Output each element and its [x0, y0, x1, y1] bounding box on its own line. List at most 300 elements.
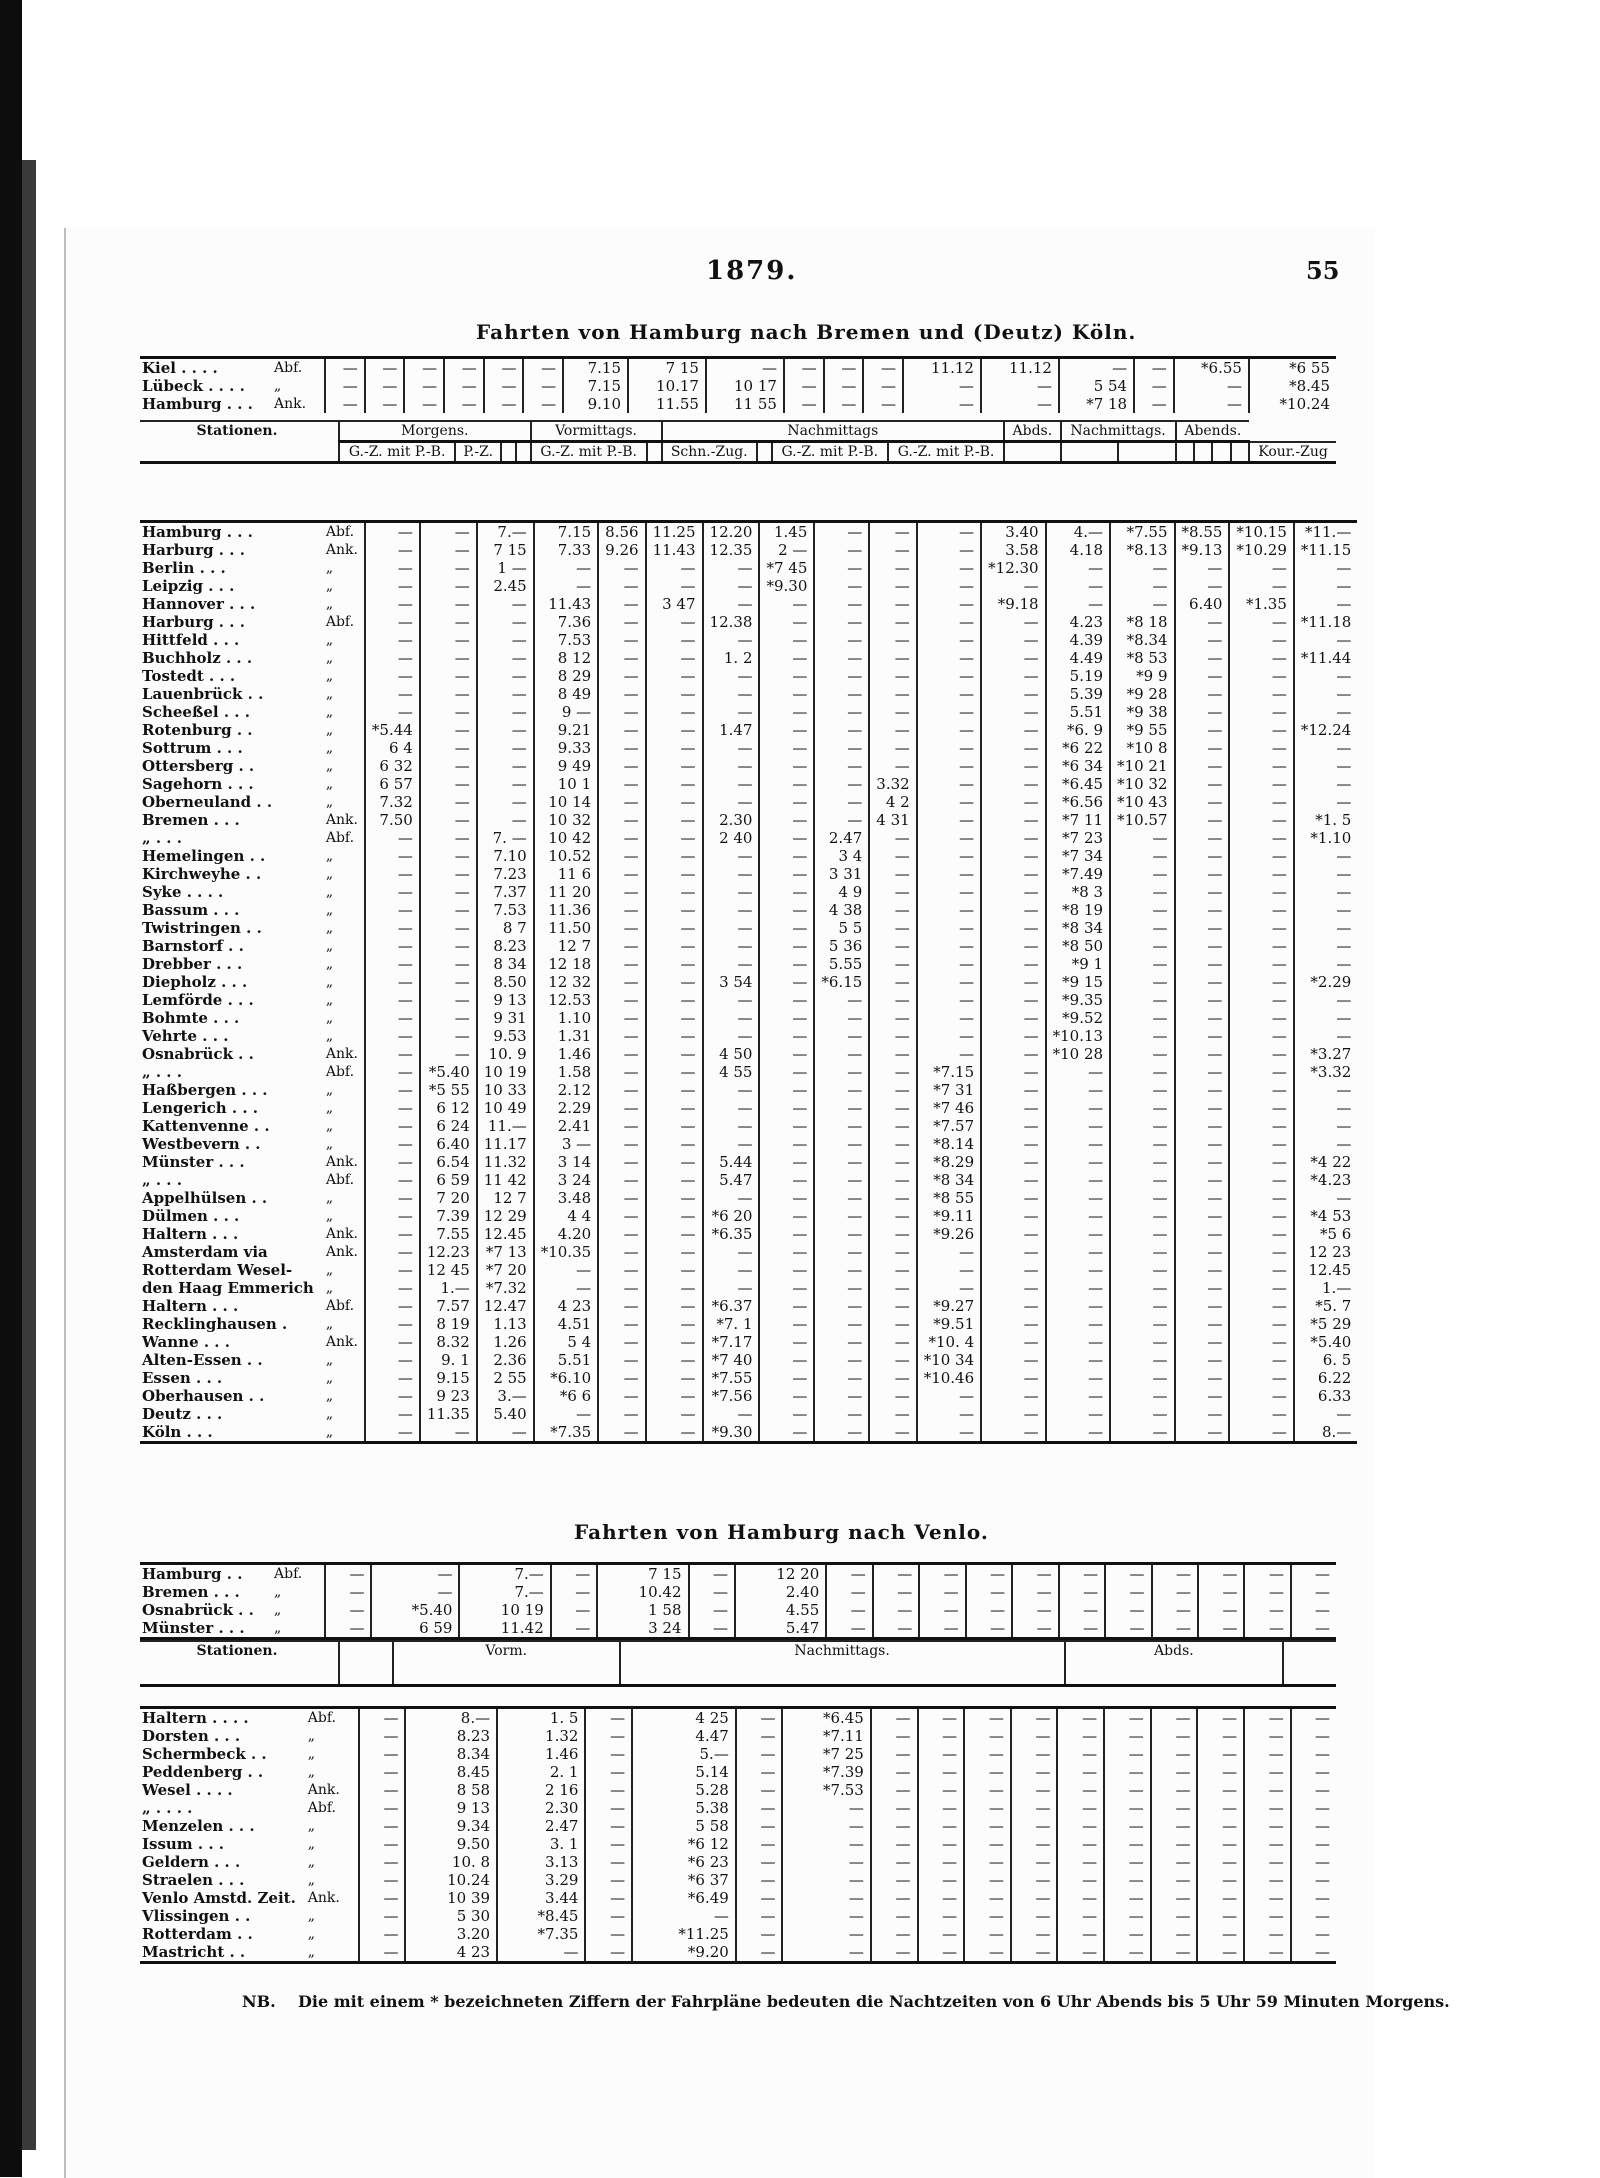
time-cell: —	[869, 1099, 916, 1117]
time-cell: —	[585, 1727, 632, 1745]
time-cell: —	[1046, 1225, 1110, 1243]
time-cell: —	[1229, 973, 1293, 991]
time-cell: *2.29	[1294, 973, 1357, 991]
arrival-departure-mark: „	[325, 938, 334, 954]
time-cell: *7 11	[1046, 811, 1110, 829]
time-cell: *7.15	[917, 1063, 981, 1081]
time-cell: 3 24	[597, 1619, 688, 1639]
time-cell: —	[917, 991, 981, 1009]
time-cell: 4.23	[1046, 613, 1110, 631]
time-cell: —	[598, 883, 645, 901]
time-cell: —	[1175, 1405, 1230, 1423]
time-cell: 1. 5	[497, 1708, 585, 1728]
time-cell: 2 40	[703, 829, 760, 847]
arrival-departure-mark: „	[307, 1818, 316, 1834]
time-cell: —	[869, 577, 916, 595]
time-cell: —	[1011, 1943, 1058, 1963]
time-cell: —	[1175, 1315, 1230, 1333]
time-cell: —	[759, 793, 814, 811]
time-cell: —	[420, 973, 477, 991]
time-cell: —	[759, 667, 814, 685]
time-cell: —	[1229, 1297, 1293, 1315]
time-cell: 2.45	[477, 577, 534, 595]
time-cell: —	[1011, 1727, 1058, 1745]
time-cell: *7 13	[477, 1243, 534, 1261]
time-cell: —	[1291, 1925, 1336, 1943]
time-cell: *8.45	[1249, 377, 1336, 395]
station-name: Mastricht . .	[140, 1943, 302, 1963]
time-cell: —	[759, 775, 814, 793]
time-cell: —	[814, 1351, 869, 1369]
time-cell: 7.57	[420, 1297, 477, 1315]
time-cell: *8 50	[1046, 937, 1110, 955]
table-row	[140, 847, 1357, 865]
time-cell: —	[814, 522, 869, 542]
time-cell: —	[782, 1853, 870, 1871]
time-cell: —	[871, 1799, 918, 1817]
time-cell: —	[703, 901, 760, 919]
table-row	[140, 811, 1357, 829]
time-cell: —	[420, 991, 477, 1009]
time-cell: —	[981, 793, 1045, 811]
time-cell: —	[646, 1243, 703, 1261]
time-cell: —	[1291, 1619, 1336, 1639]
time-cell: —	[365, 685, 420, 703]
time-cell: —	[814, 685, 869, 703]
time-cell: —	[981, 919, 1045, 937]
table-row	[140, 1781, 1336, 1799]
time-cell: —	[873, 1619, 919, 1639]
time-cell: 11 20	[534, 883, 598, 901]
station-name: Sottrum . . .	[142, 739, 243, 757]
time-cell: —	[826, 1564, 872, 1584]
time-cell: —	[814, 1315, 869, 1333]
column-subheader	[1231, 442, 1249, 463]
time-cell: —	[1229, 1405, 1293, 1423]
time-cell: —	[869, 1369, 916, 1387]
time-cell: —	[964, 1727, 1011, 1745]
time-cell: —	[1291, 1583, 1336, 1601]
time-cell: —	[1229, 1351, 1293, 1369]
arrival-departure-mark: „	[325, 1262, 334, 1278]
time-cell: —	[646, 1063, 703, 1081]
time-cell: 10 1	[534, 775, 598, 793]
time-cell: —	[869, 1423, 916, 1443]
time-cell: —	[703, 1081, 760, 1099]
time-cell: —	[759, 829, 814, 847]
time-cell: —	[759, 1225, 814, 1243]
time-cell: —	[1110, 991, 1174, 1009]
time-cell: —	[981, 847, 1045, 865]
station-name: Hamburg . .	[140, 1564, 268, 1584]
time-cell: —	[964, 1817, 1011, 1835]
time-cell: —	[1012, 1583, 1058, 1601]
station-name: Geldern . . .	[142, 1853, 241, 1871]
time-cell: 12 7	[534, 937, 598, 955]
arrival-departure-mark: „	[325, 1316, 334, 1332]
time-cell: —	[1175, 1189, 1230, 1207]
arrival-departure-mark: „	[325, 1118, 334, 1134]
time-cell: *7 45	[759, 559, 814, 577]
time-cell: —	[598, 649, 645, 667]
time-cell: —	[1175, 1009, 1230, 1027]
arrival-departure-mark: „	[325, 740, 334, 756]
time-cell: —	[1229, 901, 1293, 919]
time-cell: —	[646, 721, 703, 739]
time-cell: 4.47	[632, 1727, 736, 1745]
station-name: Deutz . . .	[142, 1405, 223, 1423]
time-cell: 12.38	[703, 613, 760, 631]
table-row	[140, 522, 1357, 542]
time-cell: *9.27	[917, 1297, 981, 1315]
time-cell: 9 49	[534, 757, 598, 775]
time-cell: —	[598, 631, 645, 649]
time-cell: —	[814, 721, 869, 739]
time-cell: —	[814, 991, 869, 1009]
time-cell: —	[1229, 1189, 1293, 1207]
time-cell: 11.55	[628, 395, 706, 413]
time-cell: *12.30	[981, 559, 1045, 577]
time-cell: —	[759, 595, 814, 613]
time-cell: —	[646, 1333, 703, 1351]
time-cell: 4.20	[534, 1225, 598, 1243]
time-cell: —	[981, 649, 1045, 667]
time-cell: —	[1151, 1871, 1198, 1889]
time-cell: —	[869, 1405, 916, 1423]
time-cell: —	[1046, 1081, 1110, 1099]
time-cell: *6 22	[1046, 739, 1110, 757]
time-cell: 8 19	[420, 1315, 477, 1333]
time-cell: 4.18	[1046, 541, 1110, 559]
time-cell: —	[1197, 1853, 1244, 1871]
time-cell: —	[1151, 1745, 1198, 1763]
time-cell: 7.36	[534, 613, 598, 631]
time-cell: —	[869, 1243, 916, 1261]
time-cell: 3 31	[814, 865, 869, 883]
time-cell: —	[365, 577, 420, 595]
time-cell: —	[1244, 1889, 1291, 1907]
time-cell: —	[1110, 1243, 1174, 1261]
time-cell: —	[1104, 1871, 1151, 1889]
time-cell: 5.—	[632, 1745, 736, 1763]
time-cell: *6 20	[703, 1207, 760, 1225]
time-cell: 9 31	[477, 1009, 534, 1027]
time-cell: —	[917, 811, 981, 829]
time-cell: —	[585, 1871, 632, 1889]
time-cell: —	[759, 631, 814, 649]
time-cell: —	[1110, 1099, 1174, 1117]
time-cell: *8 53	[1110, 649, 1174, 667]
table-row	[140, 649, 1357, 667]
time-cell: *6 23	[632, 1853, 736, 1871]
table-row	[140, 1423, 1357, 1443]
time-cell: —	[1151, 1817, 1198, 1835]
time-cell: —	[598, 901, 645, 919]
station-name: Hamburg . . .	[142, 395, 253, 413]
time-cell: —	[477, 757, 534, 775]
time-cell: —	[1057, 1799, 1104, 1817]
time-cell: —	[1105, 1564, 1151, 1584]
time-cell: 5.51	[1046, 703, 1110, 721]
time-cell: 5.44	[703, 1153, 760, 1171]
time-cell: —	[814, 1027, 869, 1045]
time-cell: *8.34	[1110, 631, 1174, 649]
time-cell: —	[964, 1745, 1011, 1763]
time-cell: 2 55	[477, 1369, 534, 1387]
table-row	[140, 1297, 1357, 1315]
table-row	[140, 1925, 1336, 1943]
time-cell: —	[1110, 1369, 1174, 1387]
time-cell: 9 13	[477, 991, 534, 1009]
time-cell: —	[1011, 1745, 1058, 1763]
time-cell: *9.11	[917, 1207, 981, 1225]
time-cell: —	[477, 667, 534, 685]
time-cell: —	[1104, 1781, 1151, 1799]
time-cell: —	[585, 1889, 632, 1907]
time-cell: —	[598, 1279, 645, 1297]
time-cell: 6 57	[365, 775, 420, 793]
time-cell: —	[365, 1117, 420, 1135]
time-cell: —	[1229, 991, 1293, 1009]
time-cell: —	[782, 1943, 870, 1963]
time-cell: —	[365, 1333, 420, 1351]
time-cell: —	[703, 577, 760, 595]
station-name: Vehrte . . .	[142, 1027, 229, 1045]
table-row	[140, 395, 1336, 413]
time-cell: *9 9	[1110, 667, 1174, 685]
time-cell: —	[918, 1727, 965, 1745]
time-cell: —	[585, 1781, 632, 1799]
time-cell: 8 12	[534, 649, 598, 667]
time-cell: —	[759, 1351, 814, 1369]
time-cell: —	[782, 1889, 870, 1907]
time-cell: —	[917, 595, 981, 613]
footnote-nb: NB.	[242, 1992, 276, 2011]
time-cell: 11.12	[903, 358, 981, 378]
time-cell: —	[484, 377, 524, 395]
time-cell: —	[646, 1171, 703, 1189]
arrival-departure-mark: „	[325, 1100, 334, 1116]
time-cell: —	[1110, 973, 1174, 991]
station-name: Berlin . . .	[142, 559, 226, 577]
time-cell: —	[1104, 1907, 1151, 1925]
time-cell: —	[646, 1297, 703, 1315]
time-cell: —	[917, 919, 981, 937]
table-row	[140, 1261, 1357, 1279]
time-cell: 11.25	[646, 522, 703, 542]
time-cell: 6. 5	[1294, 1351, 1357, 1369]
time-cell: —	[1175, 1387, 1230, 1405]
arrival-departure-mark: Abf.	[325, 830, 355, 846]
time-cell: —	[1229, 775, 1293, 793]
station-name: Peddenberg . .	[142, 1763, 264, 1781]
time-cell: —	[981, 631, 1045, 649]
time-cell: —	[814, 793, 869, 811]
time-cell: *10 8	[1110, 739, 1174, 757]
time-cell: —	[1175, 775, 1230, 793]
time-cell: —	[981, 1369, 1045, 1387]
time-cell: —	[1152, 1564, 1198, 1584]
time-cell: —	[703, 559, 760, 577]
time-cell: —	[365, 703, 420, 721]
time-cell: —	[918, 1708, 965, 1728]
time-cell: —	[598, 775, 645, 793]
time-cell: —	[1104, 1708, 1151, 1728]
time-cell: —	[1152, 1583, 1198, 1601]
time-cell: —	[964, 1763, 1011, 1781]
time-cell: 5.40	[477, 1405, 534, 1423]
time-cell: —	[359, 1727, 406, 1745]
arrival-departure-mark: „	[325, 974, 334, 990]
station-name: Ottersberg . .	[142, 757, 255, 775]
time-cell: —	[871, 1853, 918, 1871]
section2-timetable	[140, 1706, 1336, 1964]
time-cell: —	[646, 631, 703, 649]
time-cell: —	[365, 1063, 420, 1081]
column-subheader: G.-Z. mit P.-B.	[888, 442, 1004, 463]
time-cell: —	[477, 721, 534, 739]
time-cell: —	[1152, 1601, 1198, 1619]
time-cell: —	[1046, 1153, 1110, 1171]
time-cell: 7.—	[477, 522, 534, 542]
time-cell: —	[1244, 1745, 1291, 1763]
time-cell: —	[814, 1099, 869, 1117]
column-subheader: G.-Z. mit P.-B.	[531, 442, 647, 463]
time-cell: —	[646, 757, 703, 775]
time-cell: —	[646, 1369, 703, 1387]
table-row	[140, 1727, 1336, 1745]
time-cell: —	[759, 1063, 814, 1081]
time-cell: —	[365, 919, 420, 937]
time-cell: —	[981, 1171, 1045, 1189]
arrival-departure-mark: „	[325, 632, 334, 648]
time-cell: —	[759, 1261, 814, 1279]
time-cell: 9.10	[563, 395, 628, 413]
arrival-departure-mark: „	[320, 1423, 365, 1443]
time-cell: —	[981, 395, 1059, 413]
time-cell: 3.20	[405, 1925, 497, 1943]
time-cell: —	[1046, 1315, 1110, 1333]
time-cell: 2.30	[497, 1799, 585, 1817]
time-cell: —	[1011, 1853, 1058, 1871]
time-cell: —	[1046, 577, 1110, 595]
time-cell: —	[869, 901, 916, 919]
time-cell: 1 58	[597, 1601, 688, 1619]
time-cell: —	[1046, 1279, 1110, 1297]
station-name: Issum . . .	[142, 1835, 225, 1853]
time-cell: *7 20	[477, 1261, 534, 1279]
time-cell: 8.45	[405, 1763, 497, 1781]
time-cell: —	[646, 1099, 703, 1117]
time-cell: *10.46	[917, 1369, 981, 1387]
time-cell: —	[598, 1099, 645, 1117]
table-row	[140, 775, 1357, 793]
time-cell: —	[523, 358, 563, 378]
time-cell: —	[981, 1063, 1045, 1081]
time-cell: —	[585, 1817, 632, 1835]
time-cell: —	[703, 703, 760, 721]
time-cell: —	[826, 1601, 872, 1619]
time-cell: —	[1244, 1925, 1291, 1943]
time-cell: —	[1229, 703, 1293, 721]
station-name: Westbevern . .	[142, 1135, 261, 1153]
time-cell: —	[1175, 937, 1230, 955]
time-cell: —	[814, 541, 869, 559]
time-cell: —	[759, 865, 814, 883]
time-cell: —	[359, 1943, 406, 1963]
time-cell: —	[325, 1583, 371, 1601]
time-cell: —	[444, 377, 484, 395]
time-cell: 9 —	[534, 703, 598, 721]
time-cell: —	[598, 559, 645, 577]
time-cell: —	[1059, 1583, 1105, 1601]
time-cell: —	[782, 1871, 870, 1889]
time-cell: *9.13	[1175, 541, 1230, 559]
time-cell: —	[598, 1225, 645, 1243]
time-cell: —	[981, 577, 1045, 595]
time-cell: *7 23	[1046, 829, 1110, 847]
time-cell: —	[1175, 1135, 1230, 1153]
station-name: Scheeßel . . .	[142, 703, 250, 721]
time-cell: —	[917, 559, 981, 577]
time-cell: —	[1046, 559, 1110, 577]
time-cell: —	[1229, 1027, 1293, 1045]
time-cell: —	[869, 847, 916, 865]
time-cell: —	[420, 883, 477, 901]
time-cell: —	[981, 901, 1045, 919]
time-cell: *4 22	[1294, 1153, 1357, 1171]
time-cell: —	[646, 811, 703, 829]
time-cell: —	[646, 1279, 703, 1297]
time-cell: —	[1110, 1135, 1174, 1153]
time-cell: —	[1134, 358, 1174, 378]
time-cell: 7.53	[477, 901, 534, 919]
table-row	[140, 1351, 1357, 1369]
time-cell: —	[420, 901, 477, 919]
time-cell: —	[1175, 811, 1230, 829]
time-cell: —	[359, 1817, 406, 1835]
table-row	[140, 991, 1357, 1009]
time-cell: —	[420, 847, 477, 865]
arrival-departure-mark: „	[325, 1082, 334, 1098]
time-cell: 12 20	[735, 1564, 826, 1584]
station-name: Drebber . . .	[142, 955, 243, 973]
time-cell: —	[869, 1117, 916, 1135]
time-cell: —	[917, 721, 981, 739]
time-cell: 4.39	[1046, 631, 1110, 649]
time-cell: 3 47	[646, 595, 703, 613]
time-cell: —	[917, 1045, 981, 1063]
time-cell: 1.13	[477, 1315, 534, 1333]
time-cell: —	[1244, 1799, 1291, 1817]
table-row	[140, 1333, 1357, 1351]
time-cell: —	[1175, 631, 1230, 649]
time-cell: 11.35	[420, 1405, 477, 1423]
time-cell: —	[814, 1225, 869, 1243]
time-cell: —	[814, 703, 869, 721]
time-cell: —	[1175, 919, 1230, 937]
time-cell: 11.43	[646, 541, 703, 559]
time-cell: —	[646, 883, 703, 901]
time-cell: —	[365, 1405, 420, 1423]
time-cell: 11 55	[706, 395, 784, 413]
time-cell: *10.24	[1249, 395, 1336, 413]
time-cell: 1.—	[420, 1279, 477, 1297]
time-cell: *5 55	[420, 1081, 477, 1099]
time-cell: *6 12	[632, 1835, 736, 1853]
time-cell: —	[1059, 1564, 1105, 1584]
time-cell: —	[1011, 1835, 1058, 1853]
